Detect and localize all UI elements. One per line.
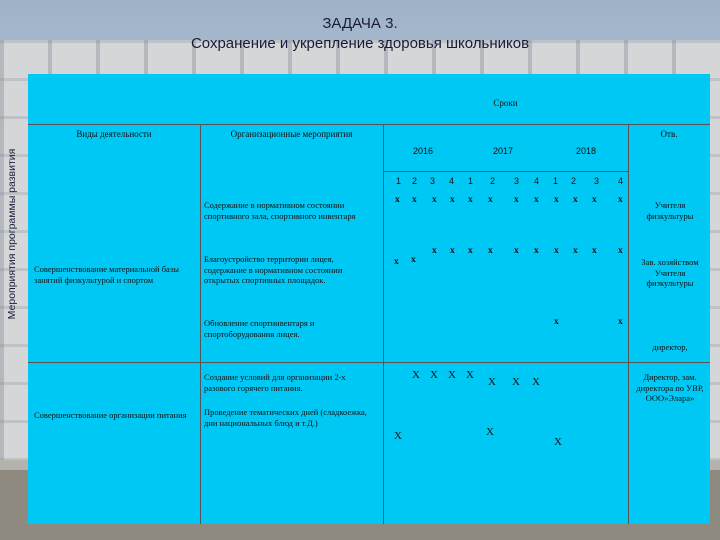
- schedule-mark: x: [468, 246, 473, 256]
- schedule-mark: x: [618, 317, 623, 327]
- quarter-label: 3: [430, 176, 436, 186]
- grid-line: [200, 124, 201, 524]
- resp-row-1: Учителя физкультуры: [646, 200, 694, 221]
- schedule-mark: X: [532, 376, 540, 388]
- schedule-mark: x: [514, 195, 519, 205]
- title-line-2: Сохранение и укрепление здоровья школьников: [190, 35, 530, 52]
- schedule-mark: X: [488, 376, 496, 388]
- resp-row-4: Директор, зам. директора по УВР, ООО»Элара»: [636, 372, 704, 403]
- header-measures: Организационные мероприятия: [230, 129, 353, 139]
- grid-line: [383, 171, 628, 172]
- schedule-mark: x: [534, 195, 539, 205]
- schedule-mark: x: [592, 246, 597, 256]
- schedule-mark: x: [514, 246, 519, 256]
- schedule-mark: X: [394, 430, 402, 442]
- schedule-mark: x: [592, 195, 597, 205]
- grid-line: [628, 124, 629, 524]
- quarter-label: 1: [468, 176, 474, 186]
- slide-title: [0, 14, 720, 54]
- schedule-mark: x: [394, 257, 399, 267]
- schedule-mark: x: [488, 246, 493, 256]
- quarter-label: 4: [534, 176, 540, 186]
- activity-sport-base: Совершенствование материальной базы занятий физкультурой и спортом: [34, 264, 179, 285]
- measure-hot-meals: Создание условий для организации 2-х разового горячего питания.: [204, 372, 346, 393]
- schedule-mark: X: [448, 369, 456, 381]
- schedule-mark: X: [466, 369, 474, 381]
- grid-line: [28, 362, 710, 363]
- plan-table: [28, 74, 710, 524]
- schedule-mark: X: [554, 436, 562, 448]
- grid-line: [28, 124, 710, 125]
- schedule-mark: x: [534, 246, 539, 256]
- quarter-label: 1: [396, 176, 402, 186]
- measure-gym: Содержание в нормативном состоянии спортивного зала, спортивного инвентаря: [204, 200, 356, 221]
- schedule-mark: x: [554, 317, 559, 327]
- quarter-label: 2: [412, 176, 418, 186]
- header-terms: Сроки: [493, 98, 518, 108]
- schedule-mark: x: [554, 246, 559, 256]
- resp-row-2: Зав. хозяйством Учителя физкультуры: [641, 257, 699, 288]
- year-2016: 2016: [413, 146, 434, 156]
- year-2017: 2017: [493, 146, 514, 156]
- schedule-mark: x: [573, 195, 578, 205]
- quarter-label: 1: [553, 176, 559, 186]
- schedule-mark: x: [412, 195, 417, 205]
- measure-territory: Благоустройство территории лицея, содержание в нормативном состоянии открытых спортивных площадок.: [204, 254, 343, 285]
- schedule-mark: X: [430, 369, 438, 381]
- header-activity: Виды деятельности: [76, 129, 152, 139]
- schedule-mark: x: [395, 195, 400, 205]
- resp-row-3: директор,: [652, 342, 688, 352]
- side-label: [2, 75, 22, 393]
- schedule-mark: x: [573, 246, 578, 256]
- quarter-label: 3: [594, 176, 600, 186]
- title-line-1: ЗАДАЧА 3.: [322, 15, 398, 32]
- schedule-mark: x: [618, 195, 623, 205]
- quarter-label: 4: [449, 176, 455, 186]
- schedule-mark: x: [554, 195, 559, 205]
- quarter-label: 2: [490, 176, 496, 186]
- measure-theme-days: Проведение тематических дней (сладкоежка, дни национальных блюд и т.Д.): [204, 407, 367, 428]
- quarter-label: 3: [514, 176, 520, 186]
- header-responsible: Отв.: [660, 129, 678, 139]
- schedule-mark: x: [432, 195, 437, 205]
- schedule-mark: x: [432, 246, 437, 256]
- quarter-label: 4: [618, 176, 624, 186]
- schedule-mark: x: [618, 246, 623, 256]
- schedule-mark: X: [412, 369, 420, 381]
- schedule-mark: x: [450, 195, 455, 205]
- activity-nutrition: Совершенствование организации питания: [34, 410, 187, 420]
- quarter-label: 2: [571, 176, 577, 186]
- schedule-mark: x: [411, 255, 416, 265]
- measure-equipment: Обновление спортинвентаря и спортоборудования лицея.: [204, 318, 315, 339]
- schedule-mark: X: [486, 426, 494, 438]
- schedule-mark: X: [512, 376, 520, 388]
- schedule-mark: x: [450, 246, 455, 256]
- schedule-mark: x: [488, 195, 493, 205]
- grid-line: [383, 124, 384, 524]
- side-label-text: Мероприятия программы развития: [6, 148, 18, 320]
- year-2018: 2018: [576, 146, 597, 156]
- schedule-mark: x: [468, 195, 473, 205]
